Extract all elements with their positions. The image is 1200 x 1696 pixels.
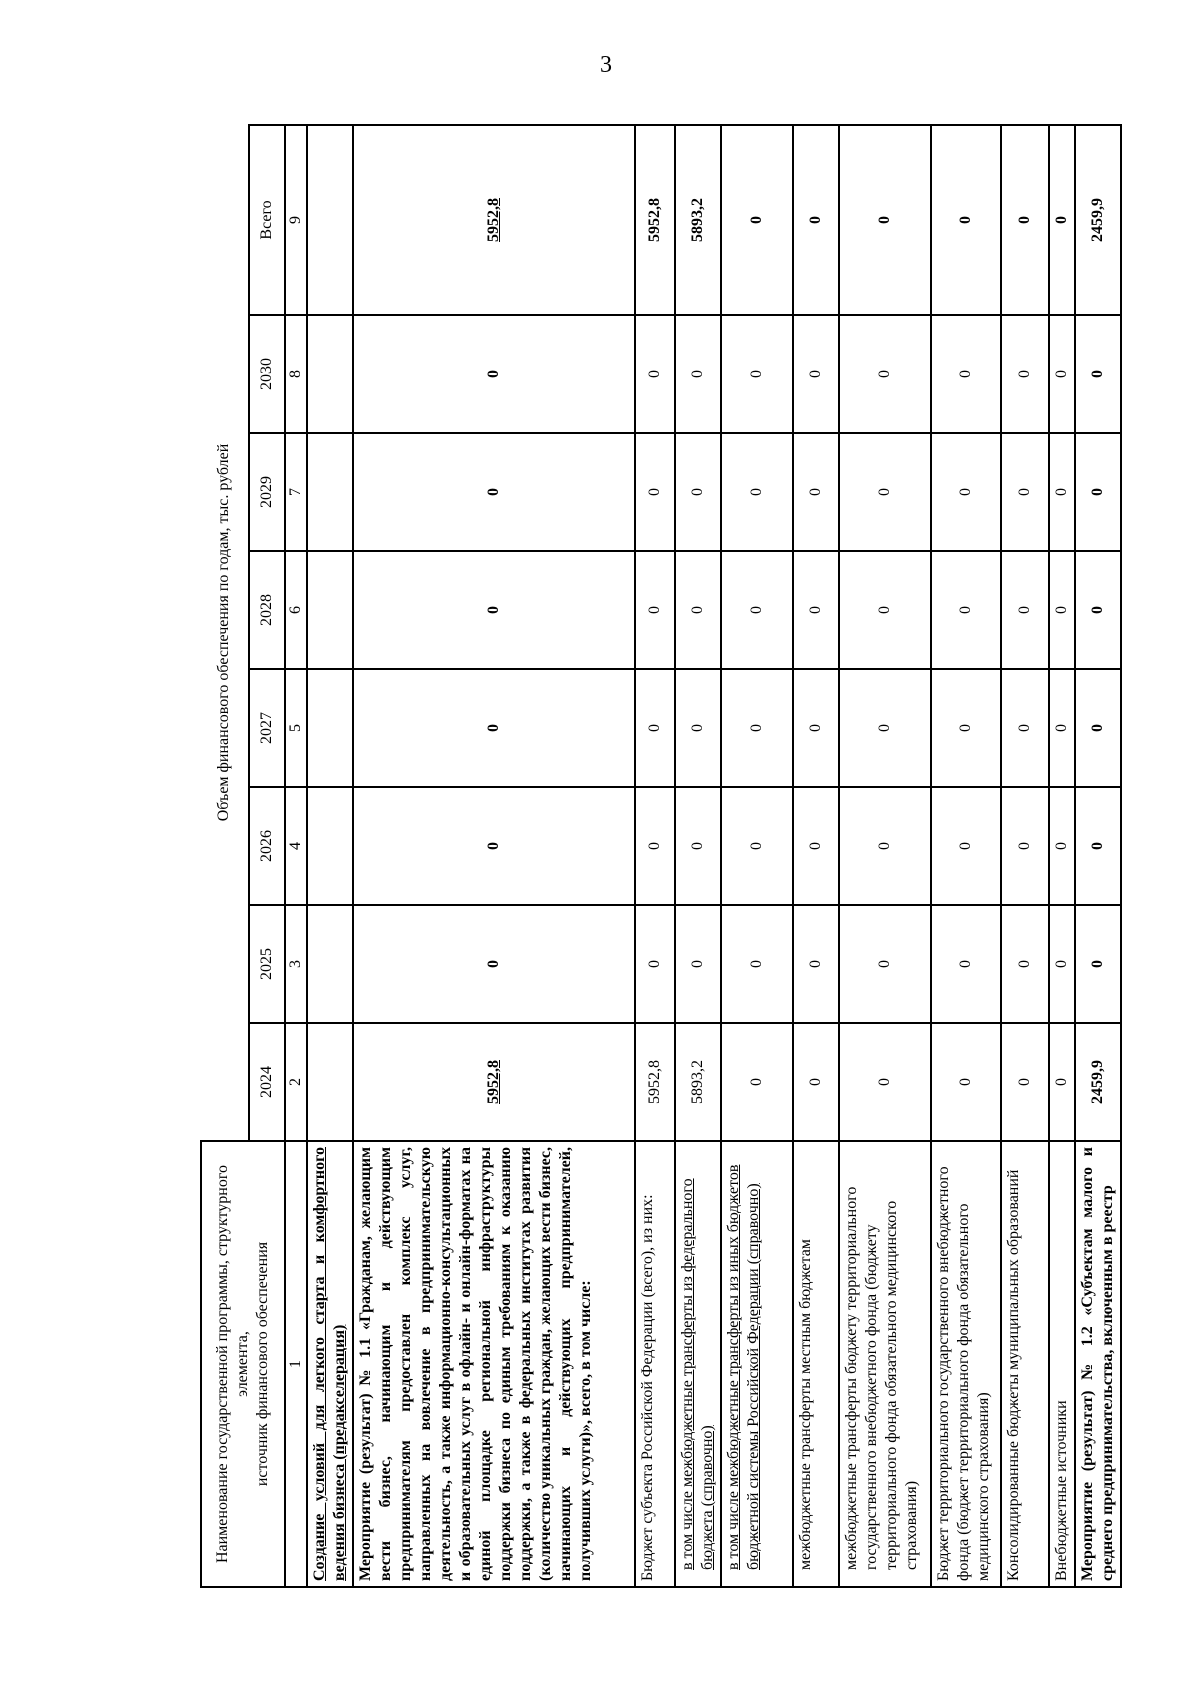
row-name-tfoms-budget: Бюджет территориального государственного внебюджетного фонда (бюджет территориального фонда обязательного медицинского страхования) [931,1141,1001,1587]
cell-value: 0 [675,315,721,433]
cell-value: 0 [1001,315,1049,433]
cell-value: 0 [1001,669,1049,787]
cell-value: 0 [675,433,721,551]
cell-value: 0 [1049,669,1075,787]
cell-value: 0 [1001,125,1049,315]
header-year-2028: 2028 [249,551,285,669]
table-row [353,125,635,1587]
cell-value: 0 [1001,433,1049,551]
cell-value: 0 [721,669,793,787]
column-index: 8 [285,315,307,433]
cell-value: 0 [721,125,793,315]
table-row [1075,125,1121,1587]
cell-value: 0 [931,669,1001,787]
financing-table [200,124,1122,1588]
row-name-regional-budget: Бюджет субъекта Российской Федерации (всего), из них: [635,1141,675,1587]
cell-value: 0 [1049,551,1075,669]
table-row [1001,125,1049,1587]
row-name-measure-1-1: Мероприятие (результат) № 1.1 «Гражданам, желающим вести бизнес, начинающим и действующим предпринимателям предоставлен комплекс услуг, направленных на вовлечение в предпринимательскую деятельность, а также информационно-консультационных и образовательных услуг в офлайн- и онлайн-форматах на единой площадке региональной инфраструктуры поддержки бизнеса по единым требованиям к оказанию поддержки, а также в федеральных институтах развития (количество уникальных граждан, желающих вести бизнес, начинающих и действующих предпринимателей, получивших услуги)», всего, в том числе: [353,1141,635,1587]
cell-value: 0 [635,433,675,551]
row-name-tfoms-transfers: межбюджетные трансферты бюджету территориального государственного внебюджетного фонда (бюджету территориального фонда обязательного медицинского страхования) [839,1141,931,1587]
header-name-line1: Наименование государственной программы, структурного элемента, [214,1164,251,1564]
header-total: Всего [249,125,285,315]
cell-value: 0 [635,905,675,1023]
cell-value: 0 [353,669,635,787]
cell-value [307,905,353,1023]
table-row [675,125,721,1587]
header-volume-title: Объем финансового обеспечения по годам, тыс. рублей [201,125,249,1141]
cell-value: 0 [675,905,721,1023]
cell-value: 0 [1049,315,1075,433]
cell-value: 2459,9 [1075,1023,1121,1141]
cell-value: 0 [839,551,931,669]
cell-value: 5952,8 [353,1023,635,1141]
cell-value: 0 [353,315,635,433]
cell-value: 0 [931,315,1001,433]
cell-value: 0 [839,1023,931,1141]
cell-value: 0 [931,1023,1001,1141]
cell-value: 0 [1075,433,1121,551]
cell-value: 0 [1075,669,1121,787]
cell-value: 5952,8 [353,125,635,315]
cell-value: 0 [839,125,931,315]
column-index: 6 [285,551,307,669]
cell-value: 0 [839,905,931,1023]
cell-value: 0 [793,787,839,905]
row-name-federal-transfers: в том числе межбюджетные трансферты из федерального бюджета (справочно) [675,1141,721,1587]
header-year-2026: 2026 [249,787,285,905]
header-year-2030: 2030 [249,315,285,433]
cell-value: 0 [793,125,839,315]
cell-value: 0 [931,905,1001,1023]
financing-table-rotated [200,126,1116,1588]
cell-value: 0 [635,669,675,787]
row-name-extrabudgetary: Внебюджетные источники [1049,1141,1075,1587]
cell-value: 0 [839,315,931,433]
cell-value [307,433,353,551]
cell-value: 0 [721,551,793,669]
cell-value: 0 [353,551,635,669]
table-row [721,125,793,1587]
header-name-column [201,1141,285,1587]
header-year-2027: 2027 [249,669,285,787]
cell-value: 0 [1001,551,1049,669]
cell-value: 0 [675,669,721,787]
cell-value: 0 [635,551,675,669]
cell-value [307,1023,353,1141]
table-row [635,125,675,1587]
cell-value: 0 [675,551,721,669]
cell-value: 2459,9 [1075,125,1121,315]
cell-value: 0 [793,1023,839,1141]
cell-value [307,315,353,433]
cell-value: 0 [1049,433,1075,551]
row-name-section: Создание условий для легкого старта и комфортного ведения бизнеса (предакселерация) [307,1141,353,1587]
cell-value: 0 [1075,787,1121,905]
cell-value [307,125,353,315]
cell-value: 0 [839,669,931,787]
column-index: 7 [285,433,307,551]
cell-value: 0 [675,787,721,905]
cell-value [307,787,353,905]
row-name-municipal-budgets: Консолидированные бюджеты муниципальных образований [1001,1141,1049,1587]
cell-value: 0 [1075,551,1121,669]
cell-value: 0 [1075,315,1121,433]
cell-value: 0 [839,787,931,905]
cell-value: 0 [721,1023,793,1141]
cell-value: 0 [793,315,839,433]
cell-value: 0 [1049,905,1075,1023]
cell-value: 0 [1001,905,1049,1023]
cell-value: 5893,2 [675,1023,721,1141]
cell-value: 0 [721,433,793,551]
cell-value: 5893,2 [675,125,721,315]
cell-value: 0 [1001,1023,1049,1141]
page-number: 3 [600,52,612,78]
cell-value: 0 [793,905,839,1023]
column-index: 1 [285,1141,307,1587]
table-row [839,125,931,1587]
table-row [1049,125,1075,1587]
cell-value: 0 [839,433,931,551]
cell-value: 0 [635,315,675,433]
cell-value: 0 [793,433,839,551]
header-year-2029: 2029 [249,433,285,551]
cell-value: 5952,8 [635,125,675,315]
cell-value: 0 [721,315,793,433]
header-name-line2: источник финансового обеспечения [254,1241,271,1487]
cell-value: 0 [353,787,635,905]
cell-value: 5952,8 [635,1023,675,1141]
column-index: 4 [285,787,307,905]
table-row [307,125,353,1587]
column-index: 3 [285,905,307,1023]
cell-value: 0 [353,905,635,1023]
row-name-measure-1-2: Мероприятие (результат) № 1.2 «Субъектам малого и среднего предпринимательства, включенным в реестр [1075,1141,1121,1587]
cell-value: 0 [1049,1023,1075,1141]
header-year-2025: 2025 [249,905,285,1023]
cell-value: 0 [721,905,793,1023]
cell-value [307,669,353,787]
cell-value: 0 [1075,905,1121,1023]
cell-value: 0 [1049,787,1075,905]
column-index: 5 [285,669,307,787]
cell-value: 0 [721,787,793,905]
row-name-other-budget-transfers: в том числе межбюджетные трансферты из иных бюджетов бюджетной системы Российской Федерации (справочно) [721,1141,793,1587]
column-index: 9 [285,125,307,315]
cell-value: 0 [931,433,1001,551]
header-year-2024: 2024 [249,1023,285,1141]
cell-value: 0 [793,669,839,787]
cell-value: 0 [931,125,1001,315]
cell-value: 0 [635,787,675,905]
table-row [793,125,839,1587]
cell-value: 0 [1001,787,1049,905]
column-index-row [285,125,307,1587]
cell-value: 0 [793,551,839,669]
column-index: 2 [285,1023,307,1141]
cell-value: 0 [931,787,1001,905]
row-name-local-transfers: межбюджетные трансферты местным бюджетам [793,1141,839,1587]
cell-value [307,551,353,669]
cell-value: 0 [1049,125,1075,315]
cell-value: 0 [931,551,1001,669]
cell-value: 0 [353,433,635,551]
table-row [931,125,1001,1587]
